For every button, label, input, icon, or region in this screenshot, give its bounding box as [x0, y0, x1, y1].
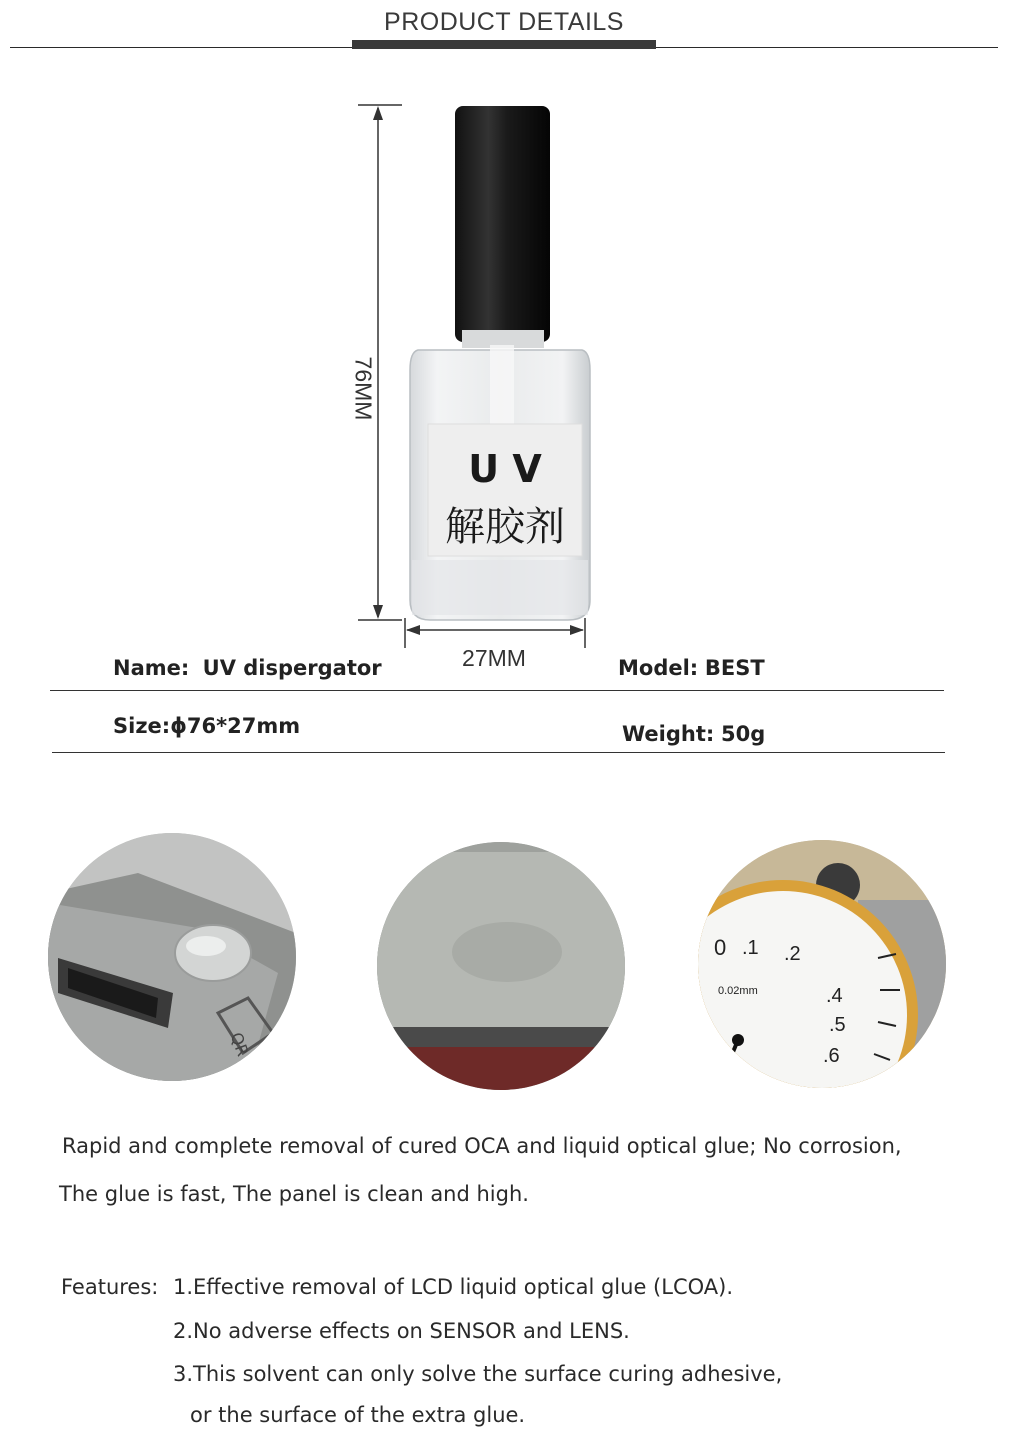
- height-dimension-label: 76MM: [350, 356, 377, 421]
- gauge-mark-5: .5: [829, 1014, 846, 1036]
- features-label: Features:: [61, 1275, 159, 1299]
- feature-item-3-continued: or the surface of the extra glue.: [190, 1403, 526, 1427]
- spec-name-value: UV dispergator: [202, 656, 382, 680]
- spec-name: [113, 656, 382, 680]
- gauge-mark-6: .6: [823, 1045, 840, 1067]
- feature-item-2: 2.No adverse effects on SENSOR and LENS.: [173, 1319, 630, 1343]
- width-dimension-label: 27MM: [462, 645, 526, 671]
- feature-item-3: 3.This solvent can only solve the surface curing adhesive,: [173, 1362, 783, 1386]
- spec-model: [618, 656, 765, 680]
- spec-row-divider: [50, 690, 944, 691]
- gauge-mark-2: .2: [784, 943, 801, 965]
- spec-size: [113, 714, 300, 738]
- spec-weight: [622, 722, 765, 746]
- bottle-label-line2: 解胶剂: [445, 504, 565, 550]
- photo-panel-surface: [377, 842, 625, 1090]
- spec-model-label: Model:: [618, 656, 699, 680]
- feature-item-1: 1.Effective removal of LCD liquid optical glue (LCOA).: [173, 1275, 733, 1299]
- spec-size-value: ϕ76*27mm: [170, 714, 301, 738]
- bottle-label-line1: U V: [468, 447, 542, 491]
- photo-caliper-glue: [48, 833, 296, 1081]
- header-accent-bar: [352, 40, 656, 49]
- spec-weight-value: 50g: [720, 722, 766, 746]
- product-bottle-image: [340, 95, 610, 675]
- spec-size-label: Size:: [113, 714, 171, 738]
- description-line-2: The glue is fast, The panel is clean and high.: [59, 1182, 529, 1206]
- description-line-1: Rapid and complete removal of cured OCA and liquid optical glue; No corrosion,: [62, 1134, 902, 1158]
- spec-name-label: Name:: [113, 656, 190, 680]
- spec-weight-label: Weight:: [622, 722, 715, 746]
- section-title: PRODUCT DETAILS: [384, 8, 624, 36]
- gauge-zero: 0: [714, 935, 727, 960]
- gauge-mark-1: .1: [742, 937, 759, 959]
- gauge-unit: 0.02mm: [718, 985, 758, 997]
- spec-row-divider: [52, 752, 945, 753]
- gauge-mark-4: .4: [826, 985, 843, 1007]
- svg-text:QR: QR: [226, 1029, 253, 1059]
- spec-model-value: BEST: [704, 656, 765, 680]
- photo-thickness-gauge: [698, 840, 946, 1088]
